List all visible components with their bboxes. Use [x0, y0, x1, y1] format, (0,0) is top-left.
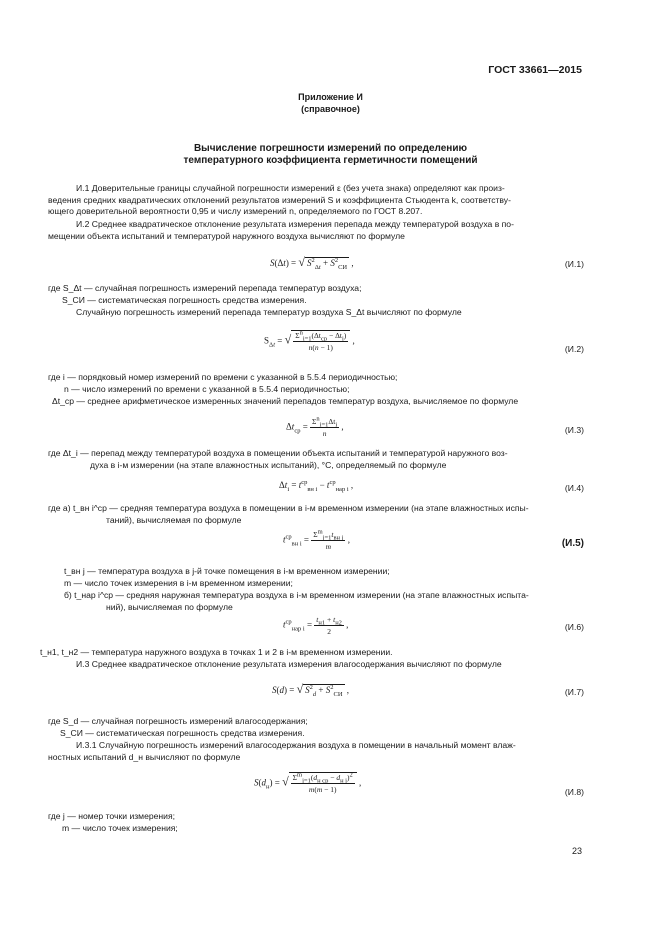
where-line: S_СИ — систематическая погрешность средства измерения. [60, 728, 305, 738]
where-line: таний), вычисляемая по формуле [106, 515, 242, 525]
where-line: где Δt_i — перепад между температурой воздуха в помещении объекта испытаний и температурой наружного воз- [48, 448, 508, 458]
equation-number: (И.7) [564, 687, 584, 697]
formula-i8: $S(d_н)$ = √ $\frac{\Sigma^m_{j=1}(d_{н ср} - d_{н j})^2}{m(m - 1)}$ , [254, 771, 362, 794]
where-line: t_н1, t_н2 — температура наружного воздуха в точках 1 и 2 в i-м временном измерении. [40, 647, 393, 657]
where-line: где j — номер точки измерения; [48, 811, 176, 821]
paragraph-text: Случайную погрешность измерений перепада температур воздуха S_Δt вычисляют по формуле [76, 307, 462, 317]
paragraph-text: И.1 Доверительные границы случайной погрешности измерений ε (без учета знака) определяют как произ- [76, 183, 505, 193]
equation-number: (И.1) [564, 259, 584, 269]
equation-number: (И.6) [564, 622, 584, 632]
appendix-type: (справочное) [301, 104, 360, 114]
paragraph-text: ведения средних квадратических отклонений результатов измерений S и коэффициента Стьюдента k, соответству- [48, 195, 511, 205]
where-line: n — число измерений по времени с указанной в 5.5.4 периодичностью; [64, 384, 350, 394]
paragraph-text: ностных испытаний d_н вычисляют по формуле [48, 752, 241, 762]
where-line: где S_Δt — случайная погрешность измерений перепада температур воздуха; [48, 283, 362, 293]
formula-i3: $\Delta t_{ср}$ = $\frac{\Sigma^n_{i=1}\Delta t_i}{n}$ , [286, 415, 344, 438]
page-number: 23 [571, 846, 582, 856]
paragraph-text: И.2 Среднее квадратическое отклонение результата измерения перепада между температурой воздуха в по- [76, 219, 514, 229]
formula-i2: $S_{\Delta t}$ = √ $\frac{\Sigma^n_{i=1}(\Delta t_{ср} - \Delta t_i)}{n(n - 1)}$ , [264, 329, 355, 352]
where-line: ний), вычисляемая по формуле [106, 602, 233, 612]
formula-i1: S(Δt) = √ $S^2_{\Delta t} + S^2_{СИ}$ , [270, 255, 354, 271]
section-heading-line1: Вычисление погрешности измерений по определению [193, 143, 468, 154]
paragraph-text: ющего доверительной вероятности 0,95 и числу измерений n, определяемого по ГОСТ 8.207. [48, 206, 423, 216]
paragraph-text: И.3.1 Случайную погрешность измерений влагосодержания воздуха в помещении в начальный момент влаж- [76, 740, 516, 750]
where-line: m — число точек измерения в i-м временном измерении; [64, 578, 293, 588]
where-line: где i — порядковый номер измерений по времени с указанной в 5.5.4 периодичностью; [48, 372, 398, 382]
section-heading-line2: температурного коэффициента герметичности помещений [183, 155, 478, 166]
where-line: S_СИ — систематическая погрешность средства измерения. [62, 295, 307, 305]
where-line: m — число точек измерения; [62, 823, 178, 833]
where-line: где а) t_вн i^ср — средняя температура воздуха в помещении в i-м временном измерении (на этапе влажностных испы- [48, 503, 529, 513]
where-line: Δt_ср — среднее арифметическое измеренных значений перепадов температур воздуха, вычисляемое по формуле [52, 396, 519, 406]
where-line: t_вн j — температура воздуха в j-й точке помещения в i-м временном измерении; [64, 566, 390, 576]
equation-number: (И.8) [564, 787, 584, 797]
equation-number: (И.2) [564, 344, 584, 354]
formula-i6: $t^{ср}_{нар i}$ = $\frac{t_{н1} + t_{н2}}{2}$ , [283, 615, 349, 636]
equation-number: (И.3) [564, 425, 584, 435]
formula-i5: $t^{ср}_{вн i}$ = $\frac{\Sigma^m_{j=1}t_{вн j}}{m}$ , [283, 528, 350, 551]
paragraph-text: мещении объекта испытаний и температурой наружного воздуха вычисляют по формуле [48, 231, 405, 241]
paragraph-text: И.3 Среднее квадратическое отклонение результата измерения влагосодержания вычисляют по формуле [76, 659, 502, 669]
equation-number: (И.5) [561, 538, 584, 549]
formula-i4: $\Delta t_i = t^{ср}_{вн i} - t^{ср}_{нар i}$ , [279, 479, 354, 493]
appendix-title: Приложение И [298, 92, 363, 102]
where-line: где S_d — случайная погрешность измерений влагосодержания; [48, 716, 308, 726]
equation-number: (И.4) [564, 483, 584, 493]
standard-number: ГОСТ 33661—2015 [488, 64, 582, 76]
where-line: духа в i-м измерении (на этапе влажностных испытаний), °С, определяемый по формуле [90, 460, 447, 470]
where-line: б) t_нар i^ср — средняя наружная температура воздуха в i-м временном измерении (на этапе влажностных испыта- [64, 590, 529, 600]
formula-i7: S(d) = √ $S^2_d + S^2_{СИ}$ , [272, 682, 350, 698]
